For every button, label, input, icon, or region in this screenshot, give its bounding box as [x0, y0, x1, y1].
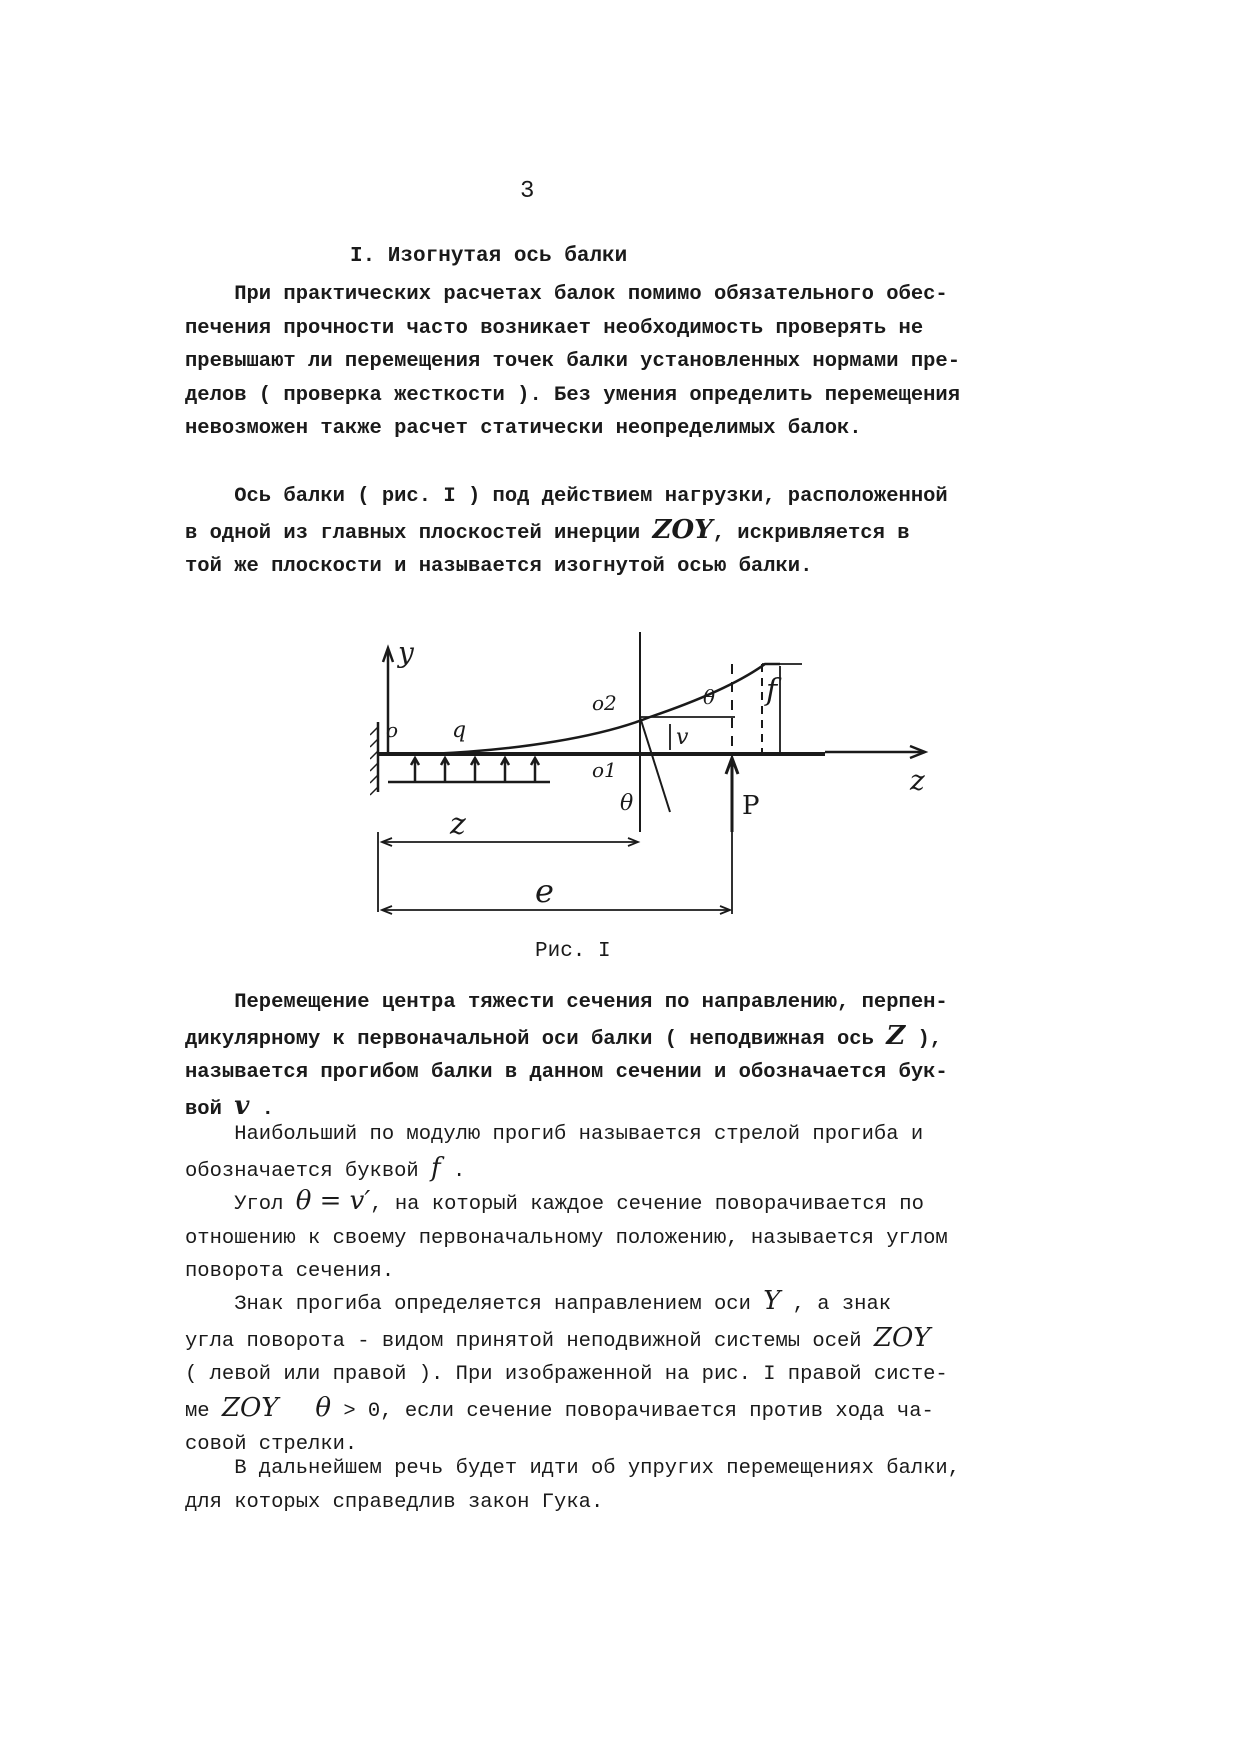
intro-line: превышают ли перемещения точек балки установленных нормами пре- — [185, 350, 961, 373]
sign-line: ( левой или правой ). При изображенной на рис. I правой систе- — [185, 1363, 948, 1386]
origin-label: o — [386, 718, 399, 742]
max-line: обозначается буквой f . — [185, 1152, 466, 1183]
intro-line: При практических расчетах балок помимо обязательного обес- — [185, 283, 948, 306]
angle-line: Угол θ = v′, на который каждое сечение поворачивается по — [185, 1186, 924, 1216]
deflection-line: вой v . — [185, 1090, 274, 1121]
fixed-support — [370, 722, 378, 795]
axis-paragraph — [185, 480, 1055, 584]
page-number: 3 — [520, 178, 535, 205]
section-heading: I. Изогнутая ось балки — [350, 245, 628, 268]
sign-paragraph — [185, 1285, 1055, 1462]
sign-line: Знак прогиба определяется направлением оси Y , а знак — [185, 1286, 892, 1316]
deflection-line: дикулярному к первоначальной оси балки ( неподвижная ось Z ), — [185, 1020, 943, 1051]
theta-symbol: θ = v′ — [295, 1186, 371, 1216]
deflection-label: v — [676, 725, 689, 750]
load-label: q — [452, 718, 467, 743]
angle-line: отношению к своему первоначальному положению, называется углом — [185, 1226, 948, 1250]
sign-line: угла поворота - видом принятой неподвижной системы осей ZOY — [185, 1322, 931, 1353]
z-symbol: Z — [886, 1020, 906, 1051]
beam-figure — [370, 622, 930, 942]
final-paragraph — [185, 1452, 1055, 1519]
force-label: P — [742, 791, 760, 821]
theta-symbol: θ — [315, 1392, 332, 1423]
rotated-section — [640, 717, 670, 812]
intro-line: печения прочности часто возникает необходимость проверять не — [185, 316, 924, 340]
sign-line: совой стрелки. — [185, 1433, 358, 1456]
max-deflection-label: f — [766, 673, 778, 708]
axis-line: той же плоскости и называется изогнутой осью балки. — [185, 555, 813, 578]
final-line: для которых справедлив закон Гука. — [185, 1490, 604, 1514]
zoy-symbol: ZOY — [221, 1392, 279, 1423]
max-line: Наибольший по модулю прогиб называется стрелой прогиба и — [185, 1123, 924, 1146]
axis-line: в одной из главных плоскостей инерции ZOY, искривляется в — [185, 514, 910, 545]
zoy-symbol: ZOY — [873, 1322, 931, 1353]
intro-paragraph — [185, 278, 1055, 446]
f-symbol: f — [431, 1152, 441, 1183]
distributed-load — [388, 758, 550, 782]
intro-line: делов ( проверка жесткости ). Без умения определить перемещения — [185, 383, 961, 407]
angle-line: поворота сечения. — [185, 1260, 395, 1283]
y-axis-label: y — [398, 636, 414, 669]
point-o2-label: o2 — [592, 691, 617, 715]
intro-line: невозможен также расчет статически неопределимых балок. — [185, 417, 862, 440]
sign-line: ме ZOY θ > 0, если сечение поворачивается против хода ча- — [185, 1392, 934, 1423]
point-o1-label: o1 — [592, 758, 617, 782]
y-symbol: Y — [763, 1286, 781, 1316]
dim-length-label: e — [535, 872, 554, 910]
angle-paragraph — [185, 1185, 1055, 1289]
deflection-line: называется прогибом балки в данном сечении и обозначается бук- — [185, 1061, 948, 1084]
figure-caption: Рис. I — [535, 940, 611, 963]
axis-line: Ось балки ( рис. I ) под действием нагрузки, расположенной — [185, 485, 948, 508]
final-line: В дальнейшем речь будет идти об упругих перемещениях балки, — [185, 1457, 961, 1480]
z-axis-label: z — [910, 764, 925, 797]
dim-z-label: z — [450, 807, 466, 842]
zoy-symbol: ZOY — [652, 514, 713, 545]
deflection-paragraph — [185, 986, 1055, 1126]
max-deflection-paragraph — [185, 1118, 1055, 1188]
theta-bottom-label: θ — [620, 791, 634, 816]
v-symbol: v — [234, 1090, 250, 1121]
deflection-line: Перемещение центра тяжести сечения по направлению, перпен- — [185, 991, 948, 1014]
theta-top-label: θ — [703, 685, 716, 709]
